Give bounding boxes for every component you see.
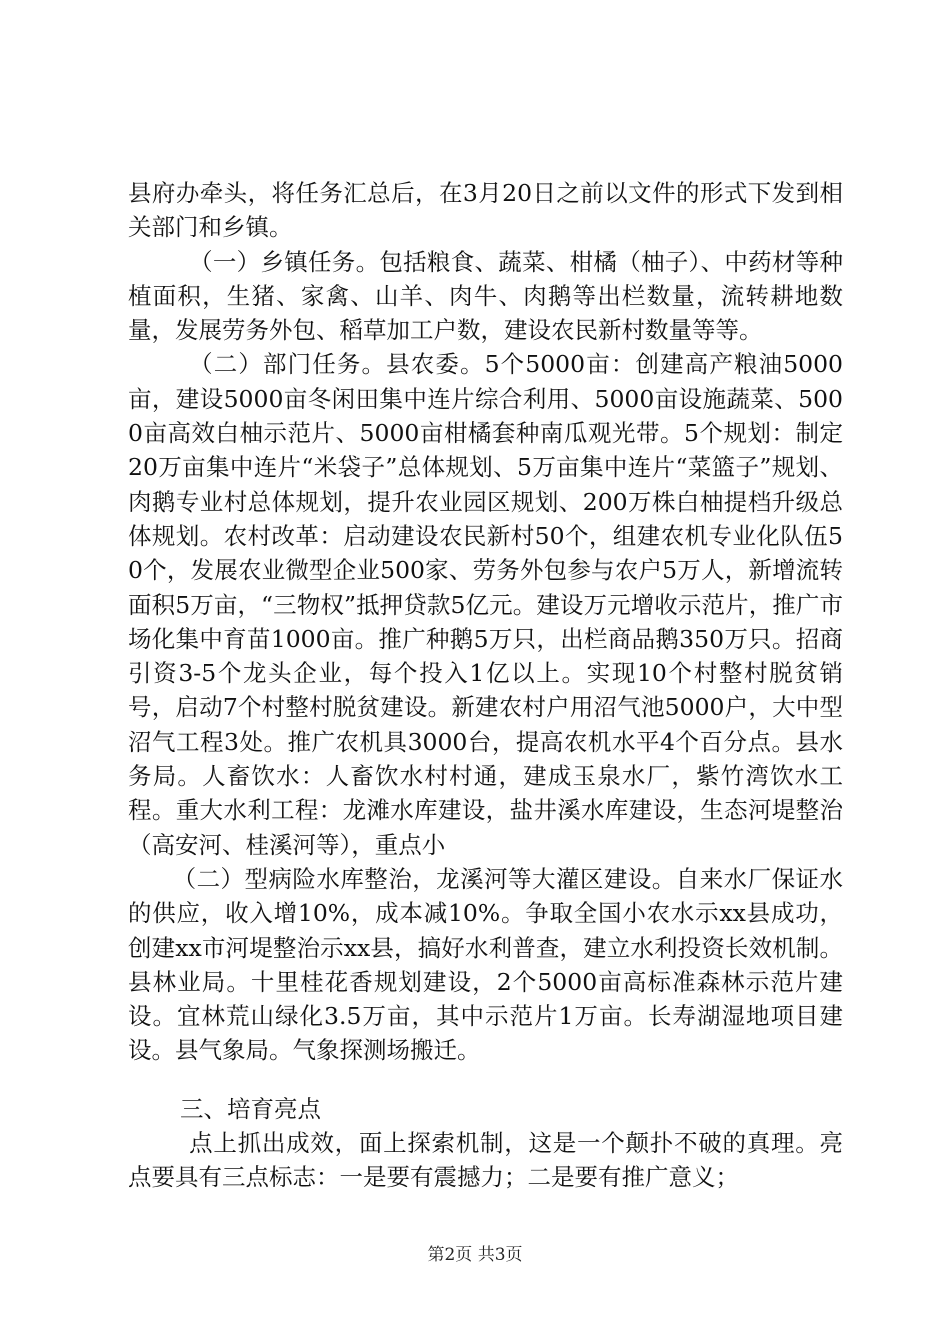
paragraph-department-tasks: （二）部门任务。县农委。5个5000亩：创建高产粮油5000亩，建设5000亩冬闲田集中连片综合利用、5000亩设施蔬菜、5000亩高效白柚示范片、5000亩柑橘套种南瓜观光带。5个规划：制定20万亩集中连片“米袋子”总体规划、5万亩集中连片“菜篮子”规划、肉鹅专业村总体规划，提升农业园区规划、200万株白柚提档升级总体规划。农村改革：启动建设农民新村50个，组建农机专业化队伍50个，发展农业微型企业500家、劳务外包参与农户5万人，新增流转面积5万亩，“三物权”抵押贷款5亿元。建设万元增收示范片，推广市场化集中育苗1000亩。推广种鹅5万只，出栏商品鹅350万只。招商引资3-5个龙头企业，每个投入1亿以上。实现10个村整村脱贫销号，启动7个村整村脱贫建设。新建农村户用沼气池5000户，大中型沼气工程3处。推广农机具3000台，提高农机水平4个百分点。县水务局。人畜饮水：人畜饮水村村通，建成玉泉水厂，紫竹湾饮水工程。重大水利工程：龙滩水库建设，盐井溪水库建设，生态河堤整治（高安河、桂溪河等），重点小 [128,350,843,859]
paragraph-township-tasks: （一）乡镇任务。包括粮食、蔬菜、柑橘（柚子）、中药材等种植面积，生猪、家禽、山羊、肉牛、肉鹅等出栏数量，流转耕地数量，发展劳务外包、稻草加工户数，建设农民新村数量等等。 [128,247,843,345]
document-body [128,176,843,1195]
section-heading: 三、培育亮点 [180,1094,321,1123]
paragraph-intro: 县府办牵头，将任务汇总后，在3月20日之前以文件的形式下发到相关部门和乡镇。 [128,179,843,242]
page-footer: 第2页 共3页 [427,1245,523,1265]
paragraph-reservoir-tasks: （二）型病险水库整治，龙溪河等大灌区建设。自来水厂保证水的供应，收入增10%，成本减10%。争取全国小农水示xx县成功，创建xx市河堤整治示xx县，搞好水利普查，建立水利投资长效机制。县林业局。十里桂花香规划建设，2个5000亩高标准森林示范片建设。宜林荒山绿化3.5万亩，其中示范片1万亩。长寿湖湿地项目建设。县气象局。气象探测场搬迁。 [128,864,843,1065]
paragraph-highlights: 点上抓出成效，面上探索机制，这是一个颠扑不破的真理。亮点要具有三点标志：一是要有震撼力；二是要有推广意义； [128,1129,843,1192]
